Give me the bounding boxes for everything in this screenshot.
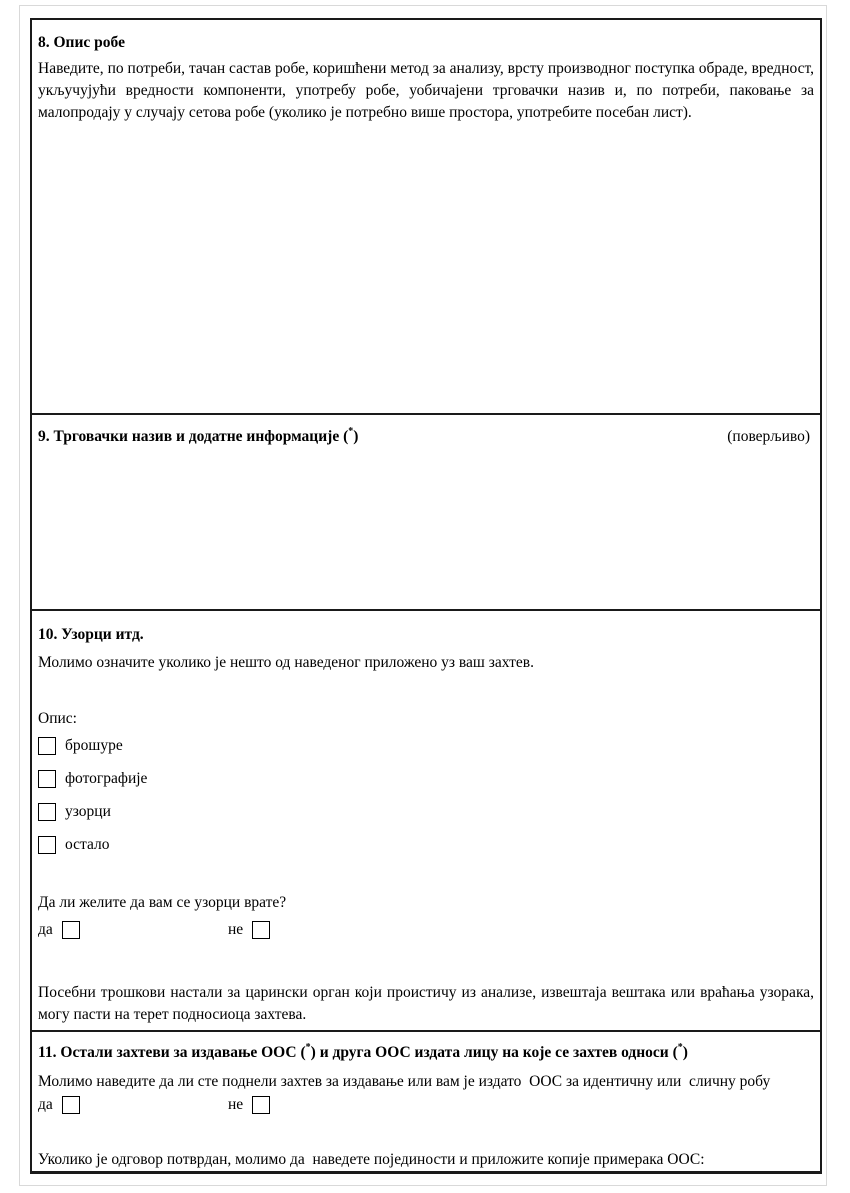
yes-option xyxy=(38,921,80,939)
asterisk-ref: * xyxy=(348,425,354,437)
no-label: не xyxy=(228,921,244,938)
brochures-checkbox[interactable] xyxy=(38,737,56,755)
photographs-label: фотографије xyxy=(65,770,148,787)
section-11-other-bti-requests xyxy=(32,1030,820,1171)
section-10-title: 10. Узорци итд. xyxy=(38,626,144,643)
brochures-label: брошуре xyxy=(65,737,123,754)
checkbox-row-samples xyxy=(38,802,111,822)
section-8-instructions: Наведите, по потреби, тачан састав робе, коришћени метод за анализу, врсту производног поступка обраде, вредност, укључујући вредности компоненти, употребу робе, уобичајени трговачки назив и, по потреби, паковање за малопродају у случају сетова робе (уколико је потребно више простора, употребите посебан лист). xyxy=(38,60,814,121)
confidential-label: (поверљиво) xyxy=(727,428,810,445)
samples-return-yes-no-row xyxy=(38,921,810,945)
bti-issued-yes-checkbox[interactable] xyxy=(62,1096,80,1114)
ref-mark: (*) xyxy=(300,1041,316,1061)
section-8-input-area xyxy=(38,130,810,407)
section-11-footer: Уколико је одговор потврдан, молимо да наведете појединости и приложите копије примерака ООС: xyxy=(38,1151,705,1168)
yes-label: да xyxy=(38,921,53,938)
section-9-trade-name xyxy=(32,413,820,609)
other-checkbox[interactable] xyxy=(38,836,56,854)
samples-label: узорци xyxy=(65,803,111,820)
section-9-input-area xyxy=(38,460,810,603)
section-10-samples xyxy=(32,609,820,1030)
ref-mark: (*) xyxy=(343,425,359,445)
section-8-goods-description xyxy=(32,20,820,413)
special-costs-note: Посебни трошкови настали за царински орган који проистичу из анализе, извештаја вештака или враћања узорака, могу пасти на терет подносиоца захтева. xyxy=(38,984,814,1023)
samples-return-no-checkbox[interactable] xyxy=(252,921,270,939)
samples-return-question: Да ли желите да вам се узорци врате? xyxy=(38,894,287,911)
checkbox-row-photographs xyxy=(38,769,147,789)
section-9-title: 9. Трговачки назив и додатне информације (*) xyxy=(38,425,359,445)
ref-mark: (*) xyxy=(672,1041,688,1061)
no-label: не xyxy=(228,1096,244,1113)
attachments-list-label: Опис: xyxy=(38,710,77,727)
section-8-title: 8. Опис робе xyxy=(38,34,125,51)
asterisk-ref: * xyxy=(677,1041,683,1053)
bti-issued-no-checkbox[interactable] xyxy=(252,1096,270,1114)
yes-label: да xyxy=(38,1096,53,1113)
checkbox-row-brochures xyxy=(38,736,123,756)
other-label: остало xyxy=(65,836,110,853)
section-10-intro: Молимо означите уколико је нешто од наведеног приложено уз ваш захтев. xyxy=(38,654,534,671)
asterisk-ref: * xyxy=(305,1041,311,1053)
samples-return-yes-checkbox[interactable] xyxy=(62,921,80,939)
photographs-checkbox[interactable] xyxy=(38,770,56,788)
checkbox-row-other xyxy=(38,835,109,855)
customs-form-table xyxy=(30,18,822,1174)
no-option xyxy=(228,921,270,939)
no-option xyxy=(228,1096,270,1114)
section-11-question: Молимо наведите да ли сте поднели захтев за издавање или вам је издато ООС за идентичну или сличну робу xyxy=(38,1073,771,1090)
samples-checkbox[interactable] xyxy=(38,803,56,821)
bti-issued-yes-no-row xyxy=(38,1096,810,1120)
section-11-title: 11. Остали захтеви за издавање ООС (*) и друга ООС издата лицу на које се захтев односи (*) xyxy=(38,1041,688,1061)
yes-option xyxy=(38,1096,80,1114)
